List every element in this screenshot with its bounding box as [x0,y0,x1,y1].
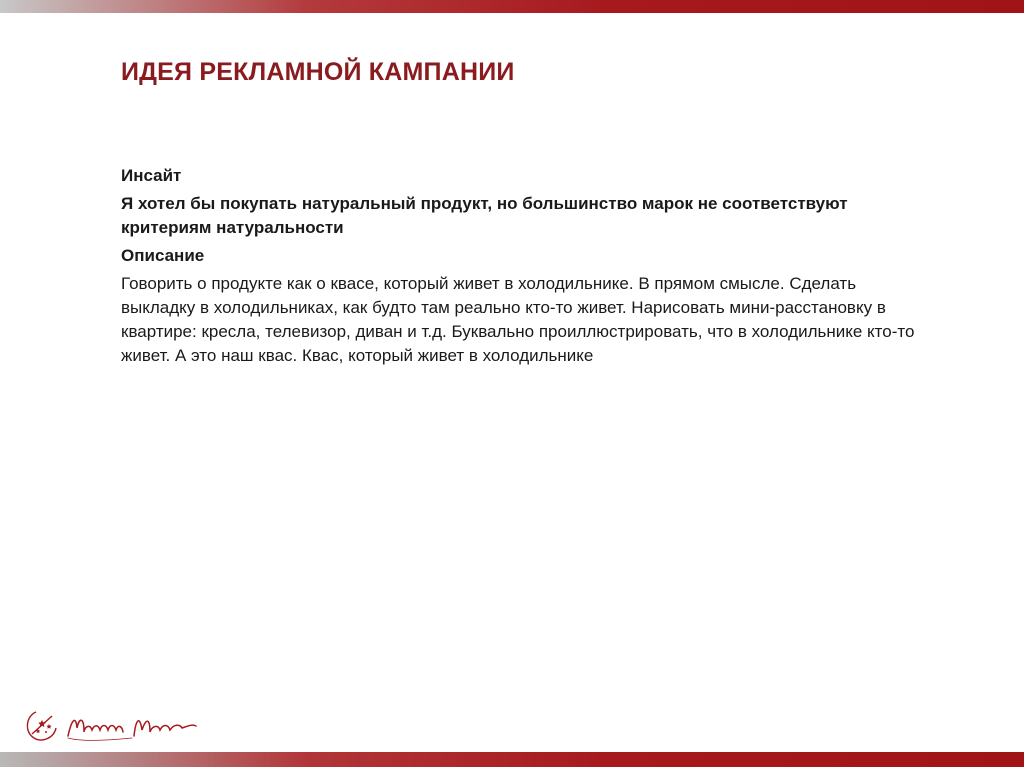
slide-title: ИДЕЯ РЕКЛАМНОЙ КАМПАНИИ [121,58,515,86]
description-heading: Описание [121,246,205,265]
insight-text: Я хотел бы покупать натуральный продукт, но большинство марок не соответствуют критериям натуральности [121,194,848,237]
insight-heading: Инсайт [121,166,182,185]
slide-content [121,164,931,368]
logo-emblem-icon [27,712,56,740]
description-text: Говорить о продукте как о квасе, который живет в холодильнике. В прямом смысле. Сделать выкладку в холодильниках, как будто там реально кто-то живет. Нарисовать мини-расстановку в квартире: кресла, телевизор, диван и т.д. Буквально проиллюстрировать, что в холодильнике кто-то живет. А это наш квас. Квас, который живет в холодильнике [121,274,915,365]
bottom-decorative-bar [0,752,1024,767]
logo-signature [68,720,196,740]
michel-nour-logo [22,706,202,746]
top-decorative-bar [0,0,1024,13]
logo-stars-icon [36,720,52,733]
